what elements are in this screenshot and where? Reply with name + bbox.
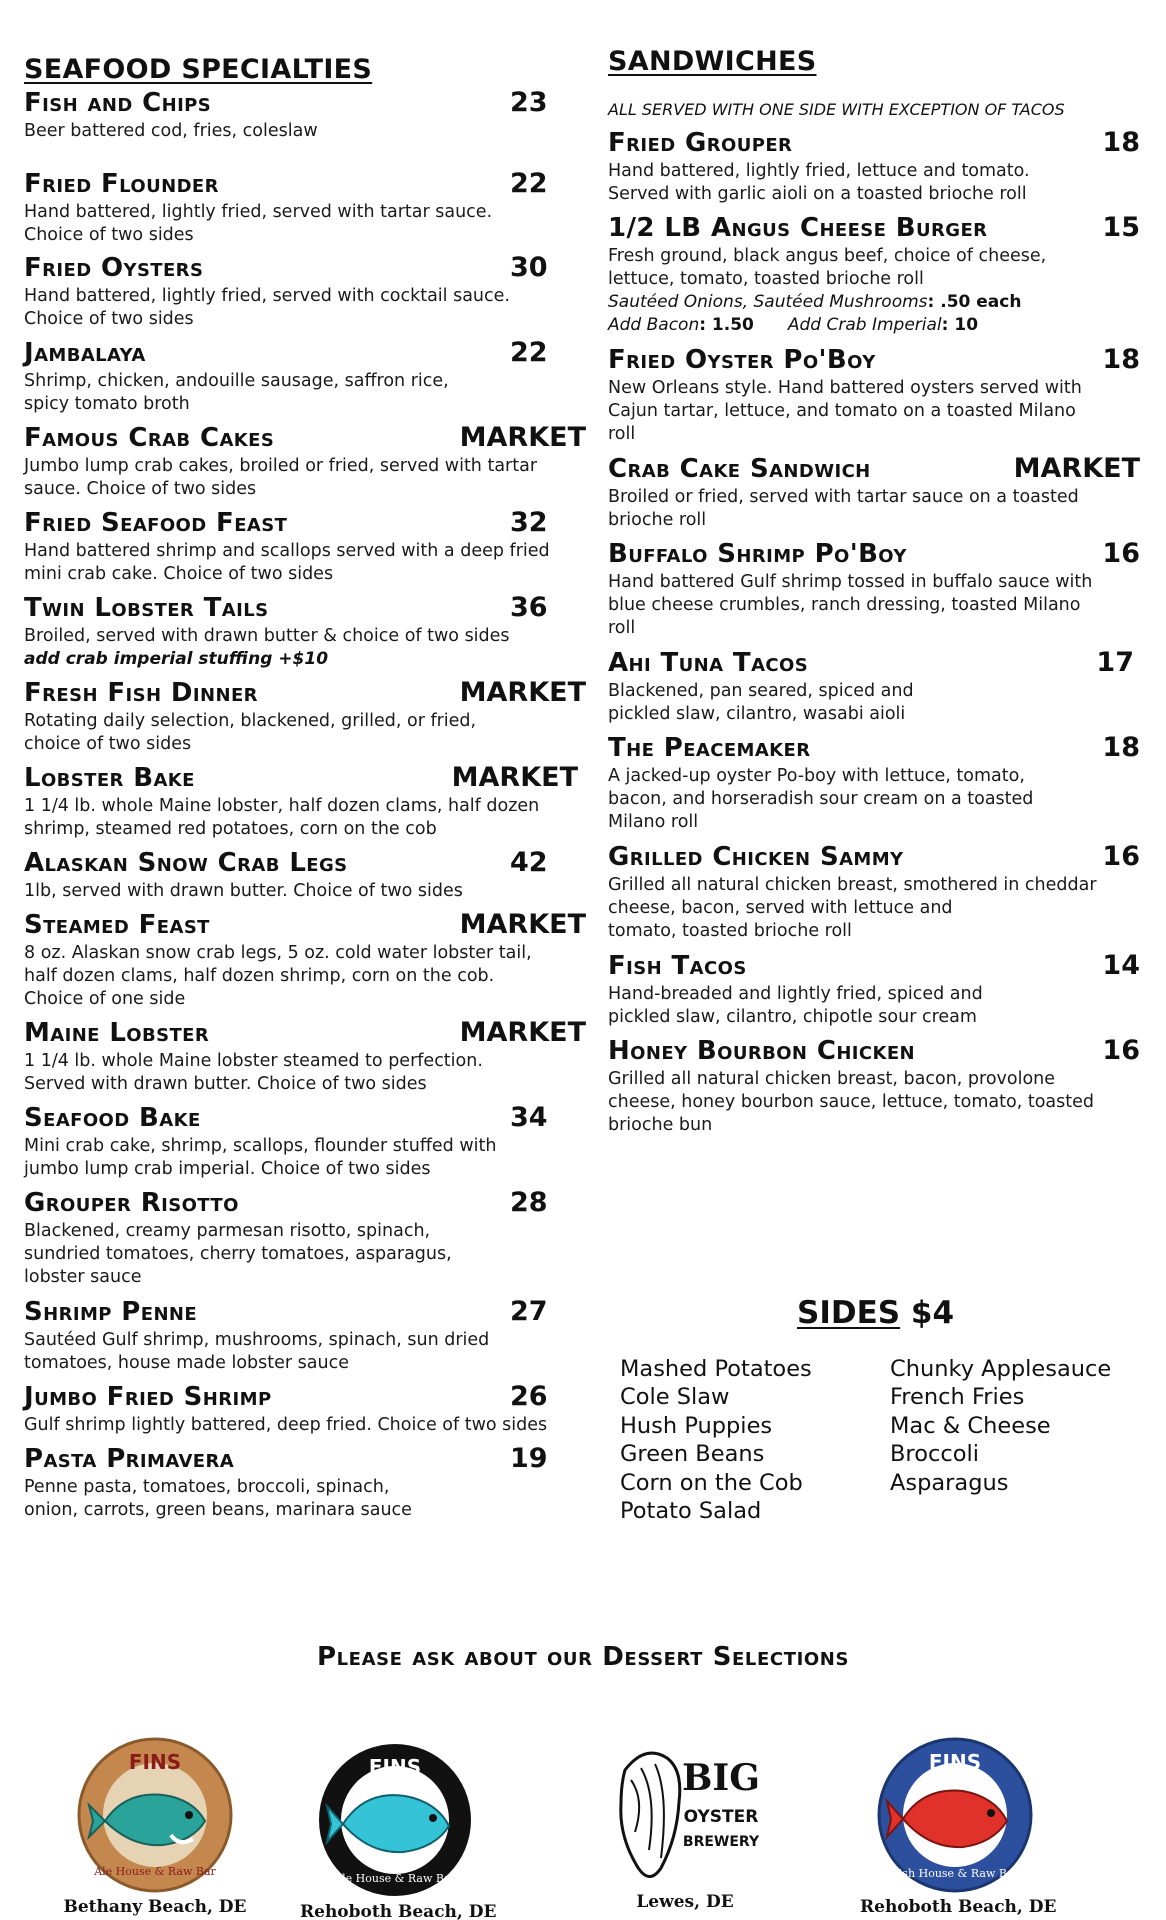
item-description: Blackened, creamy parmesan risotto, spinach, sundried tomatoes, cherry tomatoes, asparagus, lobster sauce <box>24 1221 452 1287</box>
sides-price: $4 <box>910 1295 955 1331</box>
side-item: Broccoli <box>890 1441 979 1468</box>
item-price: 26 <box>510 1381 548 1412</box>
svg-text:FINS: FINS <box>928 1750 982 1774</box>
item-price: MARKET <box>459 909 586 940</box>
menu-item <box>608 537 1140 640</box>
item-price: 30 <box>510 252 548 283</box>
item-name: Crab Cake Sandwich <box>608 454 871 484</box>
fins-logo-icon <box>875 1735 1035 1895</box>
logo-location: Rehoboth Beach, DE <box>860 1897 1057 1917</box>
item-description: 1lb, served with drawn butter. Choice of two sides <box>24 881 463 901</box>
item-description: 1 1/4 lb. whole Maine lobster, half dozen clams, half dozen shrimp, steamed red potatoes, corn on the cob <box>24 796 540 839</box>
item-price: 34 <box>510 1102 548 1133</box>
item-name: Honey Bourbon Chicken <box>608 1036 916 1066</box>
logo-fins-rehoboth-ale <box>300 1740 497 1920</box>
menu-item <box>24 591 586 671</box>
item-description: Grilled all natural chicken breast, smothered in cheddar cheese, bacon, served with lettuce and tomato, toasted brioche roll <box>608 875 1097 941</box>
item-name: Pasta Primavera <box>24 1444 235 1474</box>
item-name: 1/2 LB Angus Cheese Burger <box>608 213 988 243</box>
logo-location: Bethany Beach, DE <box>63 1897 247 1917</box>
item-price: 36 <box>510 592 548 623</box>
sides-heading: SIDES <box>797 1295 901 1331</box>
menu-item <box>24 846 586 903</box>
item-name: The Peacemaker <box>608 733 811 763</box>
item-name: Grilled Chicken Sammy <box>608 842 904 872</box>
menu-item <box>24 1295 586 1375</box>
burger-addons-line2 <box>608 314 1140 337</box>
item-price: 27 <box>510 1296 548 1327</box>
logo-fins-bethany <box>60 1735 250 1917</box>
item-description: Mini crab cake, shrimp, scallops, flounder stuffed with jumbo lump crab imperial. Choice of two sides <box>24 1136 497 1179</box>
menu-item <box>24 908 586 1011</box>
item-description: 8 oz. Alaskan snow crab legs, 5 oz. cold water lobster tail, half dozen clams, half dozen shrimp, corn on the cob. Choice of one side <box>24 943 532 1009</box>
item-name: Buffalo Shrimp Po'Boy <box>608 539 907 569</box>
item-name: Jambalaya <box>24 338 146 368</box>
svg-text:FINS: FINS <box>128 1750 182 1774</box>
item-name: Shrimp Penne <box>24 1297 198 1327</box>
item-description: Penne pasta, tomatoes, broccoli, spinach, onion, carrots, green beans, marinara sauce <box>24 1477 412 1520</box>
side-item: Mashed Potatoes <box>620 1356 812 1382</box>
dessert-note: Please ask about our Dessert Selections <box>316 1642 850 1672</box>
addon-price: : 10 <box>941 315 979 335</box>
side-item: Corn on the Cob <box>620 1469 803 1496</box>
item-price: 18 <box>1102 732 1140 763</box>
item-price: 16 <box>1102 1035 1140 1066</box>
addon-label: Add Crab Imperial <box>787 315 942 335</box>
item-description: Hand battered Gulf shrimp tossed in buffalo sauce with blue cheese crumbles, ranch dressing, toasted Milano roll <box>608 572 1093 638</box>
item-name: Seafood Bake <box>24 1103 201 1133</box>
item-name: Fresh Fish Dinner <box>24 678 258 708</box>
item-price: 42 <box>510 847 548 878</box>
svg-text:Ale House & Raw Bar: Ale House & Raw Bar <box>334 1872 456 1885</box>
side-item: Mac & Cheese <box>890 1412 1051 1439</box>
item-description: Gulf shrimp lightly battered, deep fried. Choice of two sides <box>24 1415 548 1435</box>
menu-item <box>24 1016 586 1096</box>
item-price: MARKET <box>459 1017 586 1048</box>
item-description: New Orleans style. Hand battered oysters served with Cajun tartar, lettuce, and tomato on a toasted Milano roll <box>608 378 1082 444</box>
menu-item <box>24 167 586 247</box>
menu-item <box>608 211 1140 337</box>
logo-fins-fish-house <box>860 1735 1057 1917</box>
logo-location: Lewes, DE <box>636 1892 734 1912</box>
item-description: Hand battered, lightly fried, served with cocktail sauce. Choice of two sides <box>24 286 510 329</box>
menu-item <box>24 1442 586 1522</box>
side-item: French Fries <box>890 1384 1025 1411</box>
menu-item <box>24 251 586 331</box>
item-description: Fresh ground, black angus beef, choice of cheese, lettuce, tomato, toasted brioche roll <box>608 246 1047 289</box>
item-name: Twin Lobster Tails <box>24 593 269 623</box>
menu-item <box>608 840 1140 943</box>
item-description: Rotating daily selection, blackened, grilled, or fried, choice of two sides <box>24 711 477 754</box>
item-description: Grilled all natural chicken breast, bacon, provolone cheese, honey bourbon sauce, lettuce, tomato, toasted brioche bun <box>608 1069 1094 1135</box>
item-price: MARKET <box>459 422 586 453</box>
item-description: Sautéed Gulf shrimp, mushrooms, spinach, sun dried tomatoes, house made lobster sauce <box>24 1330 490 1373</box>
item-description: Hand battered, lightly fried, served with tartar sauce. Choice of two sides <box>24 202 493 245</box>
sides-title <box>797 1295 954 1331</box>
menu-item <box>24 1380 586 1437</box>
menu-item <box>608 646 1140 726</box>
item-description: Hand battered shrimp and scallops served with a deep fried mini crab cake. Choice of two sides <box>24 541 550 584</box>
item-price: MARKET <box>1013 453 1140 484</box>
menu-item <box>608 126 1140 206</box>
item-description: Shrimp, chicken, andouille sausage, saffron rice, spicy tomato broth <box>24 371 449 414</box>
svg-text:BREWERY: BREWERY <box>682 1834 760 1850</box>
item-description: Broiled, served with drawn butter & choice of two sides <box>24 626 510 646</box>
item-name: Alaskan Snow Crab Legs <box>24 848 348 878</box>
menu-item <box>24 336 586 416</box>
item-price: 18 <box>1102 344 1140 375</box>
item-name: Maine Lobster <box>24 1018 210 1048</box>
item-description: Beer battered cod, fries, coleslaw <box>24 121 318 141</box>
item-name: Fried Oyster Po'Boy <box>608 345 876 375</box>
svg-text:FINS: FINS <box>368 1755 422 1779</box>
menu-item <box>24 676 586 756</box>
item-price: 17 <box>1096 647 1134 678</box>
sandwiches-title: SANDWICHES <box>608 46 817 77</box>
menu-item <box>24 506 586 586</box>
item-price: 18 <box>1102 127 1140 158</box>
item-description: A jacked-up oyster Po-boy with lettuce, tomato, bacon, and horseradish sour cream on a toasted Milano roll <box>608 766 1034 832</box>
side-item: Asparagus <box>890 1469 1009 1496</box>
item-name: Fried Oysters <box>24 253 204 283</box>
item-price: 32 <box>510 507 548 538</box>
logo-big-oyster <box>590 1740 780 1912</box>
menu-item <box>608 452 1140 532</box>
sides-list-left <box>620 1355 812 1525</box>
seafood-title: SEAFOOD SPECIALTIES <box>24 54 373 85</box>
item-price: 28 <box>510 1187 548 1218</box>
side-item: Potato Salad <box>620 1498 762 1525</box>
item-description: Broiled or fried, served with tartar sauce on a toasted brioche roll <box>608 487 1079 530</box>
item-price: 14 <box>1102 950 1140 981</box>
item-name: Fried Flounder <box>24 169 219 199</box>
menu-item <box>24 421 586 501</box>
menu-item <box>608 1034 1140 1137</box>
addon-price: : .50 each <box>927 292 1022 312</box>
item-price: 16 <box>1102 538 1140 569</box>
item-price: MARKET <box>451 762 578 793</box>
item-price: 19 <box>510 1443 548 1474</box>
menu-item <box>608 343 1140 446</box>
svg-text:Ale House & Raw Bar: Ale House & Raw Bar <box>94 1865 216 1878</box>
item-price: 22 <box>510 337 548 368</box>
item-name: Fish Tacos <box>608 951 747 981</box>
item-description: 1 1/4 lb. whole Maine lobster steamed to perfection. Served with drawn butter. Choice of two sides <box>24 1051 483 1094</box>
item-name: Grouper Risotto <box>24 1188 239 1218</box>
item-description: Hand-breaded and lightly fried, spiced and pickled slaw, cilantro, chipotle sour cream <box>608 984 983 1027</box>
svg-text:Fish House & Raw Bar: Fish House & Raw Bar <box>891 1867 1019 1880</box>
addon-price: : 1.50 <box>699 315 754 335</box>
oyster-logo-icon <box>605 1740 765 1890</box>
item-name: Steamed Feast <box>24 910 210 940</box>
burger-addons-line1 <box>608 291 1140 314</box>
item-price: 15 <box>1102 212 1140 243</box>
item-name: Ahi Tuna Tacos <box>608 648 809 678</box>
item-addon-note: add crab imperial stuffing +$10 <box>24 649 329 669</box>
sides-list-right <box>890 1355 1111 1497</box>
menu-item <box>24 761 586 841</box>
menu-item <box>608 949 1140 1029</box>
item-price: 23 <box>510 87 548 118</box>
fins-logo-icon <box>315 1740 475 1900</box>
addon-label: Add Bacon <box>608 315 700 335</box>
item-price: 16 <box>1102 841 1140 872</box>
item-name: Fried Seafood Feast <box>24 508 288 538</box>
item-description: Jumbo lump crab cakes, broiled or fried, served with tartar sauce. Choice of two sides <box>24 456 538 499</box>
menu-item <box>24 1186 586 1289</box>
item-name: Lobster Bake <box>24 763 195 793</box>
fins-logo-icon <box>75 1735 235 1895</box>
menu-item <box>24 1101 586 1181</box>
side-item: Chunky Applesauce <box>890 1356 1112 1382</box>
menu-item <box>608 731 1140 834</box>
item-price: 22 <box>510 168 548 199</box>
item-name: Fried Grouper <box>608 128 793 158</box>
side-item: Green Beans <box>620 1441 765 1468</box>
side-item: Hush Puppies <box>620 1412 773 1439</box>
side-item: Cole Slaw <box>620 1384 730 1411</box>
item-description: Hand battered, lightly fried, lettuce and tomato. Served with garlic aioli on a toasted brioche roll <box>608 161 1030 204</box>
menu-item <box>24 86 586 143</box>
svg-text:BIG: BIG <box>681 1757 761 1799</box>
item-name: Fish and Chips <box>24 88 212 118</box>
logo-location: Rehoboth Beach, DE <box>300 1902 497 1920</box>
svg-text:OYSTER: OYSTER <box>683 1807 759 1827</box>
item-price: MARKET <box>459 677 586 708</box>
sandwiches-note: ALL SERVED WITH ONE SIDE WITH EXCEPTION OF TACOS <box>608 100 1065 119</box>
item-name: Famous Crab Cakes <box>24 423 275 453</box>
item-description: Blackened, pan seared, spiced and pickled slaw, cilantro, wasabi aioli <box>608 681 914 724</box>
addon-label: Sautéed Onions, Sautéed Mushrooms <box>608 292 928 312</box>
item-name: Jumbo Fried Shrimp <box>24 1382 272 1412</box>
